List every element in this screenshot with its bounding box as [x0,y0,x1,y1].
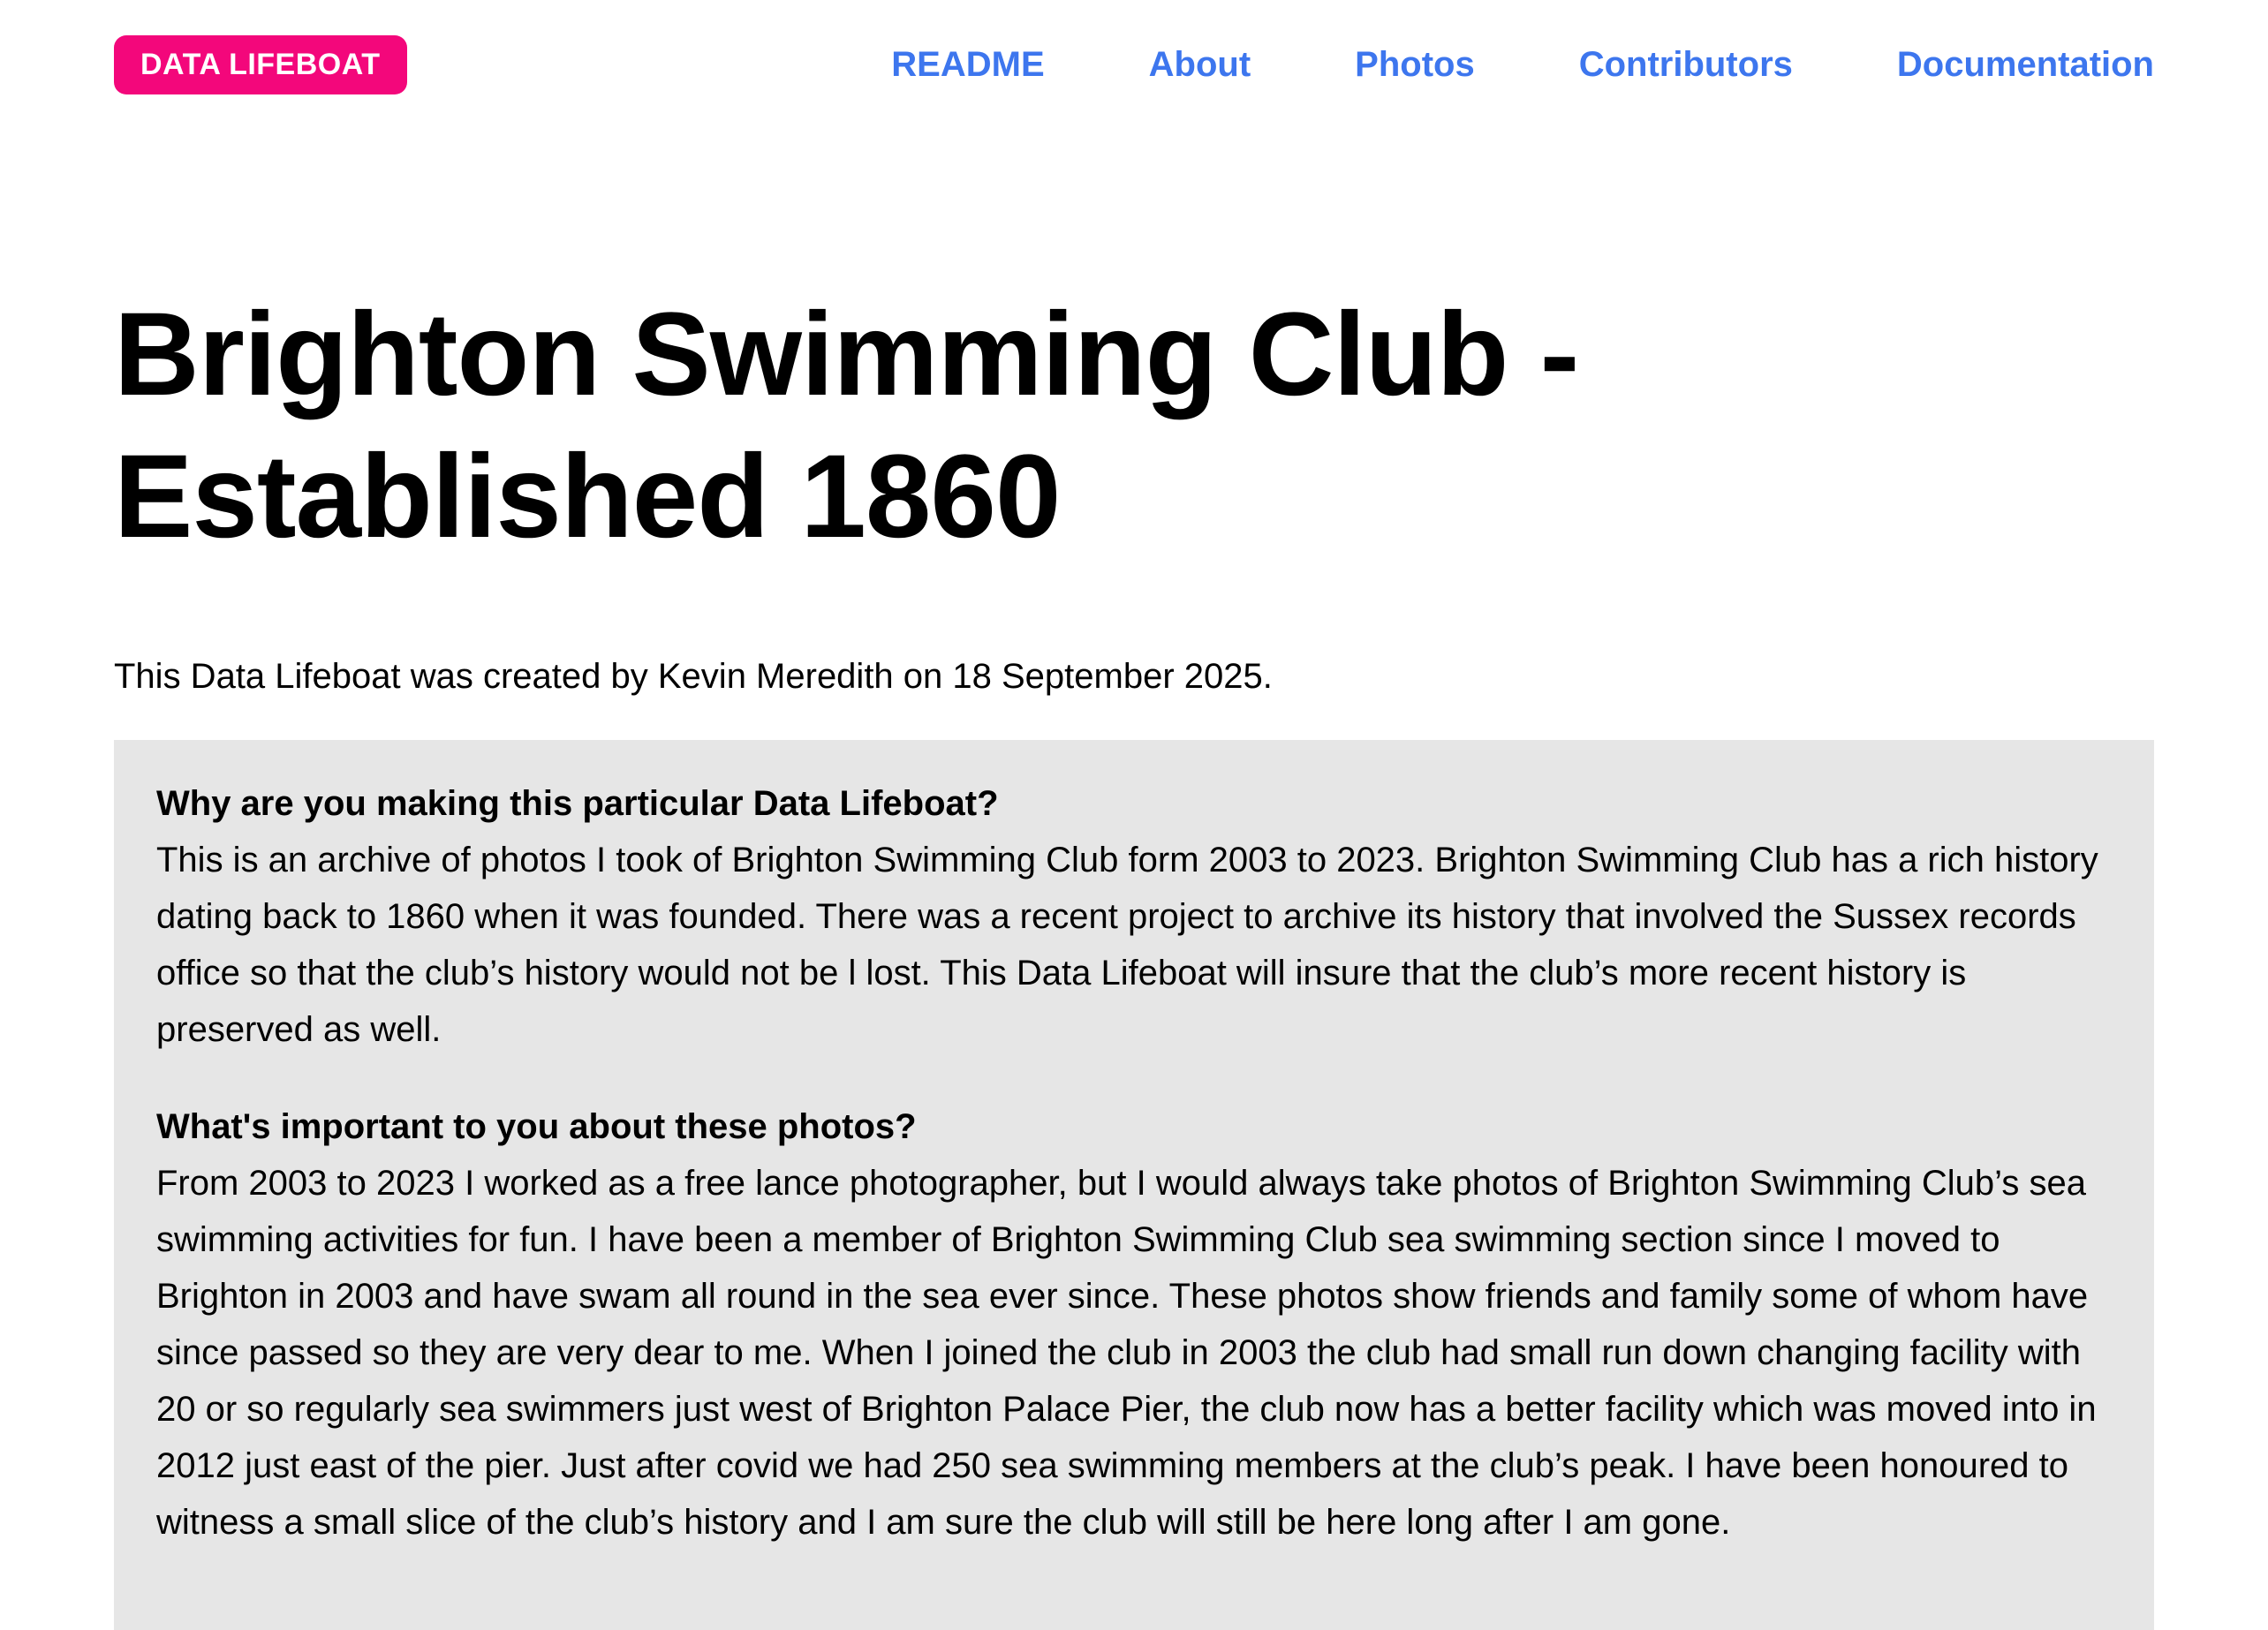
qa-answer: This is an archive of photos I took of Brighton Swimming Club form 2003 to 2023. Brighton Swimming Club has a rich history dating back to 1860 when it was founded. There was a recent project to archive its history that involved the Sussex records office so that the club’s history would not be l lost. This Data Lifeboat will insure that the club’s more recent history is preserved as well. [156,840,2098,1049]
creation-byline: This Data Lifeboat was created by Kevin Meredith on 18 September 2025. [114,656,1273,696]
qa-box [114,740,2154,1630]
qa-item-why-making [156,775,2112,1058]
top-navigation [891,45,2154,85]
qa-question: Why are you making this particular Data Lifeboat? [156,783,999,823]
qa-item-whats-important [156,1098,2112,1551]
page-title: Brighton Swimming Club - Established 1860 [114,289,1579,562]
content-container [114,0,2154,1630]
nav-link-photos[interactable]: Photos [1355,45,1475,84]
qa-answer: From 2003 to 2023 I worked as a free lance photographer, but I would always take photos of Brighton Swimming Club’s sea swimming activities for fun. I have been a member of Brighton Swimming Club sea swimming section since I moved to Brighton in 2003 and have swam all round in the sea ever since. These photos show friends and family some of whom have since passed so they are very dear to me. When I joined the club in 2003 the club had small run down changing facility with 20 or so regularly sea swimmers just west of Brighton Palace Pier, the club now has a better facility which was moved into in 2012 just east of the pier. Just after covid we had 250 sea swimming members at the club’s peak. I have been honoured to witness a small slice of the club’s history and I am sure the club will still be here long after I am gone. [156,1163,2097,1542]
data-lifeboat-logo-badge[interactable]: DATA LIFEBOAT [114,35,407,94]
nav-link-contributors[interactable]: Contributors [1578,45,1793,84]
site-header [114,0,2154,94]
nav-link-about[interactable]: About [1148,45,1251,84]
qa-question: What's important to you about these photos? [156,1106,917,1146]
main-content [114,284,2154,1630]
nav-link-documentation[interactable]: Documentation [1896,45,2154,84]
nav-link-readme[interactable]: README [891,45,1045,84]
